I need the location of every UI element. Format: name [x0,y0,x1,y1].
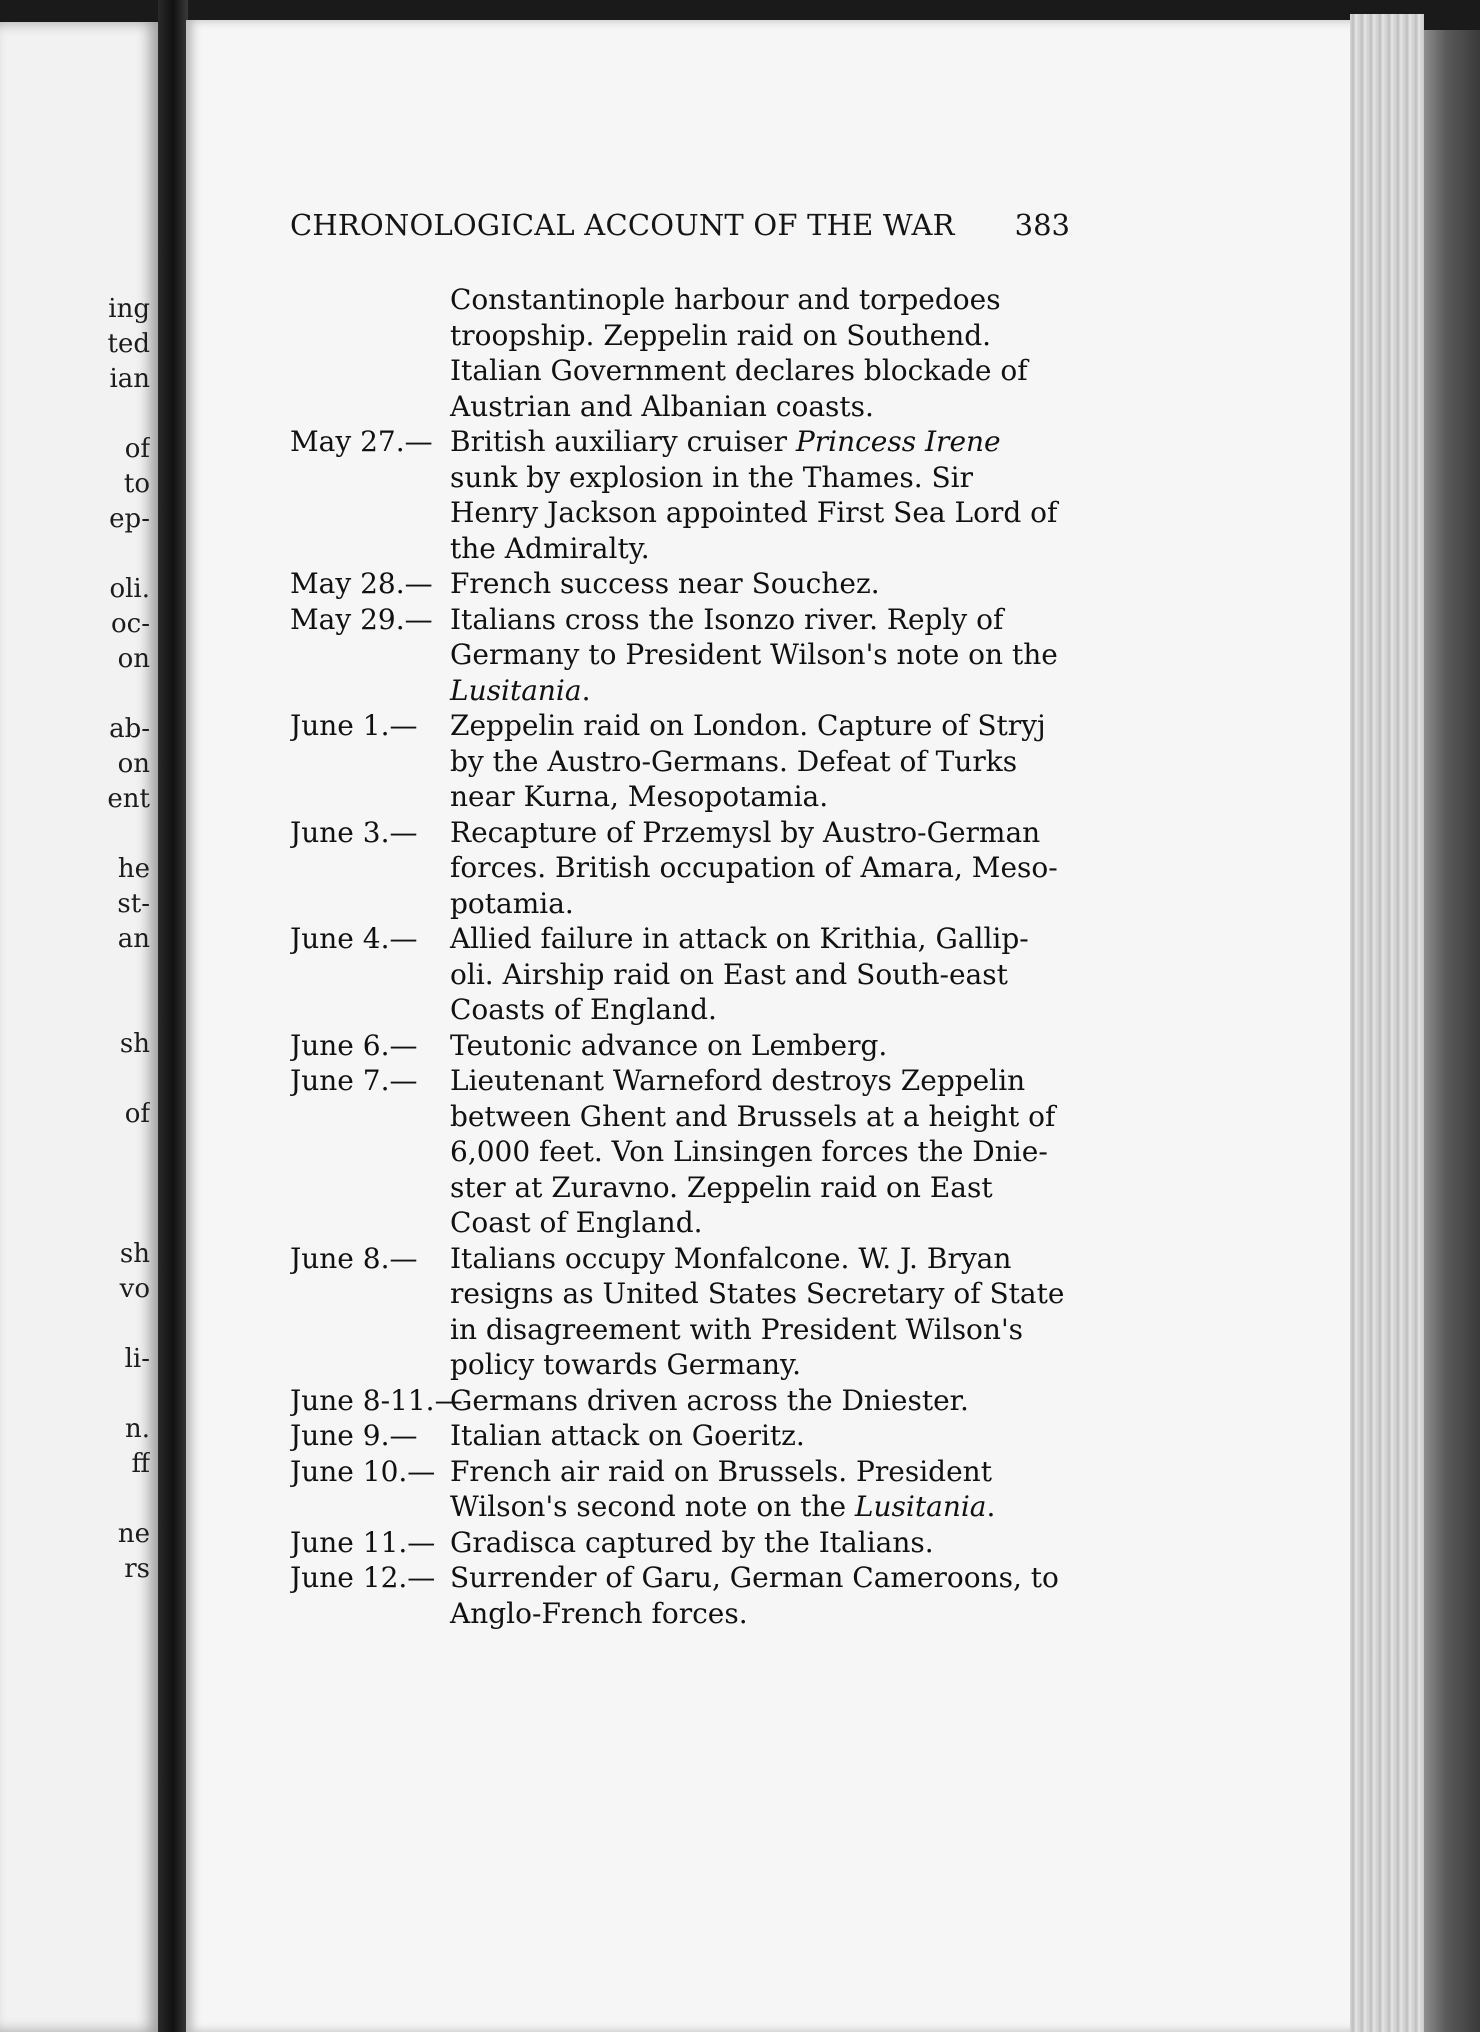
entry-text: Surrender of Garu, German Cameroons, to [450,1561,1059,1594]
entry-text: troopship. Zeppelin raid on Southend. [450,318,992,352]
facing-page-fragment [98,1377,150,1412]
facing-page-fragment: sh [119,1239,150,1269]
running-head-title: CHRONOLOGICAL ACCOUNT OF THE WAR [290,208,955,242]
entry-date: June 7.— [290,1064,418,1097]
facing-page-fragment [98,1167,150,1202]
facing-page-fragment [98,537,150,572]
intro-line [290,389,1080,425]
running-head [290,208,1070,242]
facing-page-fragment [98,1307,150,1342]
entry-text: Gradisca captured by the Italians. [450,1525,934,1559]
entry-text: Lusitania. [450,673,591,707]
entry-text: sunk by explosion in the Thames. Sir [450,460,974,494]
facing-page-fragment [98,957,150,992]
facing-page-fragment: ab- [109,714,150,744]
chronology-line [290,566,1080,602]
entry-date: June 12.— [290,1561,436,1594]
entry-date: May 29.— [290,602,433,636]
chronology-line [290,1028,1080,1064]
entry-text: French success near Souchez. [450,567,880,600]
entry-text: British auxiliary cruiser Princess Irene [450,425,1001,458]
facing-page-fragment [98,817,150,852]
facing-page-fragment: sh [119,1029,150,1059]
entry-text: near Kurna, Mesopotamia. [450,780,829,813]
chronology-line [290,1525,1080,1561]
intro-line [290,282,1080,318]
entry-text: Germany to President Wilson's note on the [450,638,1058,671]
facing-page-fragment: ne [117,1519,150,1549]
entry-text: between Ghent and Brussels at a height of [450,1099,1056,1133]
facing-page-fragment: he [117,854,150,884]
chronology-line [290,815,1080,851]
chronology-body [290,282,1080,1631]
chronology-line [290,673,1080,709]
entry-text: Coasts of England. [450,993,717,1026]
facing-page-fragment: on [117,644,150,674]
facing-page [0,22,158,2032]
entry-text: Austrian and Albanian coasts. [450,389,874,423]
facing-page-fragment: on [117,749,150,779]
facing-page-fragment [98,1132,150,1167]
entry-text: in disagreement with President Wilson's [450,1312,1024,1346]
book-cover-board [1424,30,1480,2032]
entry-text: Constantinople harbour and torpedoes [450,283,1001,316]
facing-page-fragment: to [123,469,150,499]
facing-page-fragment: ian [109,364,150,394]
entry-text: potamia. [450,886,574,920]
chronology-line [290,1241,1080,1277]
facing-page-fragment: ff [131,1449,150,1479]
entry-date: June 6.— [290,1028,418,1062]
chronology-line [290,1063,1080,1099]
entry-text: Coast of England. [450,1206,703,1239]
entry-text: Italian Government declares blockade of [450,354,1028,387]
chronology-line [290,424,1080,460]
facing-page-fragment: an [117,924,150,954]
entry-text: ster at Zuravno. Zeppelin raid on East [450,1170,993,1204]
entry-text: Henry Jackson appointed First Sea Lord of [450,496,1058,529]
facing-page-fragment [98,1482,150,1517]
entry-date: June 9.— [290,1419,418,1452]
facing-page-fragment: vo [119,1274,150,1304]
facing-page-fragment [98,677,150,712]
entry-text: Germans driven across the Dniester. [450,1383,969,1417]
entry-text: the Admiralty. [450,531,650,565]
chronology-line [290,1134,1080,1170]
entry-text: Italians occupy Monfalcone. W. J. Bryan [450,1241,1012,1275]
facing-page-fragment: oli. [109,574,150,604]
chronology-line [290,1276,1080,1312]
chronology-line [290,1418,1080,1454]
entry-text: policy towards Germany. [450,1348,802,1381]
entry-date: June 8.— [290,1241,418,1275]
chronology-line [290,1383,1080,1419]
entry-text: 6,000 feet. Von Linsingen forces the Dnie- [450,1135,1048,1168]
chronology-line [290,495,1080,531]
entry-text: Teutonic advance on Lemberg. [450,1028,888,1062]
facing-page-fragment: rs [124,1554,150,1584]
book-gutter [158,0,188,2032]
chronology-line [290,1205,1080,1241]
entry-date: May 27.— [290,425,433,458]
entry-text: Lieutenant Warneford destroys Zeppelin [450,1064,1026,1097]
entry-date: June 10.— [290,1454,436,1488]
chronology-line [290,1347,1080,1383]
chronology-line [290,1489,1080,1525]
entry-date: June 8-11.— [290,1383,463,1417]
intro-line [290,353,1080,389]
page-edges [1350,14,1424,2032]
page-number: 383 [1014,208,1070,242]
chronology-line [290,779,1080,815]
facing-page-fragment: oc- [111,609,150,639]
chronology-line [290,1454,1080,1490]
facing-page-fragment: ep- [109,504,150,534]
chronology-line [290,850,1080,886]
chronology-line [290,460,1080,496]
facing-page-fragment [98,1202,150,1237]
chronology-line [290,708,1080,744]
entry-text: Anglo-French forces. [450,1596,748,1630]
facing-page-fragment [98,992,150,1027]
facing-page-fragment: li- [124,1344,150,1374]
facing-page-fragment: ted [107,329,150,359]
chronology-line [290,921,1080,957]
entry-date: May 28.— [290,567,433,600]
entry-text: Recapture of Przemysl by Austro-German [450,815,1041,849]
entry-text: oli. Airship raid on East and South-east [450,957,1008,991]
entry-text: Italian attack on Goeritz. [450,1419,805,1452]
facing-page-text-fragments [98,292,150,1587]
entry-date: June 11.— [290,1525,436,1559]
facing-page-fragment: of [124,434,150,464]
entry-text: Zeppelin raid on London. Capture of Stryj [450,709,1046,742]
chronology-line [290,602,1080,638]
entry-text: Italians cross the Isonzo river. Reply of [450,602,1004,636]
intro-line [290,318,1080,354]
entry-date: June 4.— [290,922,418,955]
chronology-line [290,957,1080,993]
entry-text: resigns as United States Secretary of State [450,1277,1065,1310]
facing-page-fragment: st- [117,889,150,919]
facing-page-fragment: ent [107,784,150,814]
facing-page-fragment: of [124,1099,150,1129]
facing-page-fragment: ing [108,294,150,324]
chronology-line [290,992,1080,1028]
chronology-line [290,744,1080,780]
entry-text: Allied failure in attack on Krithia, Gallip- [450,922,1029,955]
facing-page-fragment [98,397,150,432]
entry-text: Wilson's second note on the Lusitania. [450,1490,996,1523]
chronology-line [290,1170,1080,1206]
facing-page-fragment: n. [124,1414,150,1444]
chronology-line [290,531,1080,567]
chronology-line [290,1312,1080,1348]
facing-page-fragment [98,1062,150,1097]
entry-date: June 3.— [290,815,418,849]
chronology-line [290,1596,1080,1632]
entry-text: French air raid on Brussels. President [450,1454,992,1488]
entry-date: June 1.— [290,709,418,742]
chronology-line [290,1560,1080,1596]
chronology-line [290,637,1080,673]
chronology-line [290,1099,1080,1135]
chronology-line [290,886,1080,922]
entry-text: by the Austro-Germans. Defeat of Turks [450,744,1018,778]
entry-text: forces. British occupation of Amara, Meso- [450,851,1058,884]
